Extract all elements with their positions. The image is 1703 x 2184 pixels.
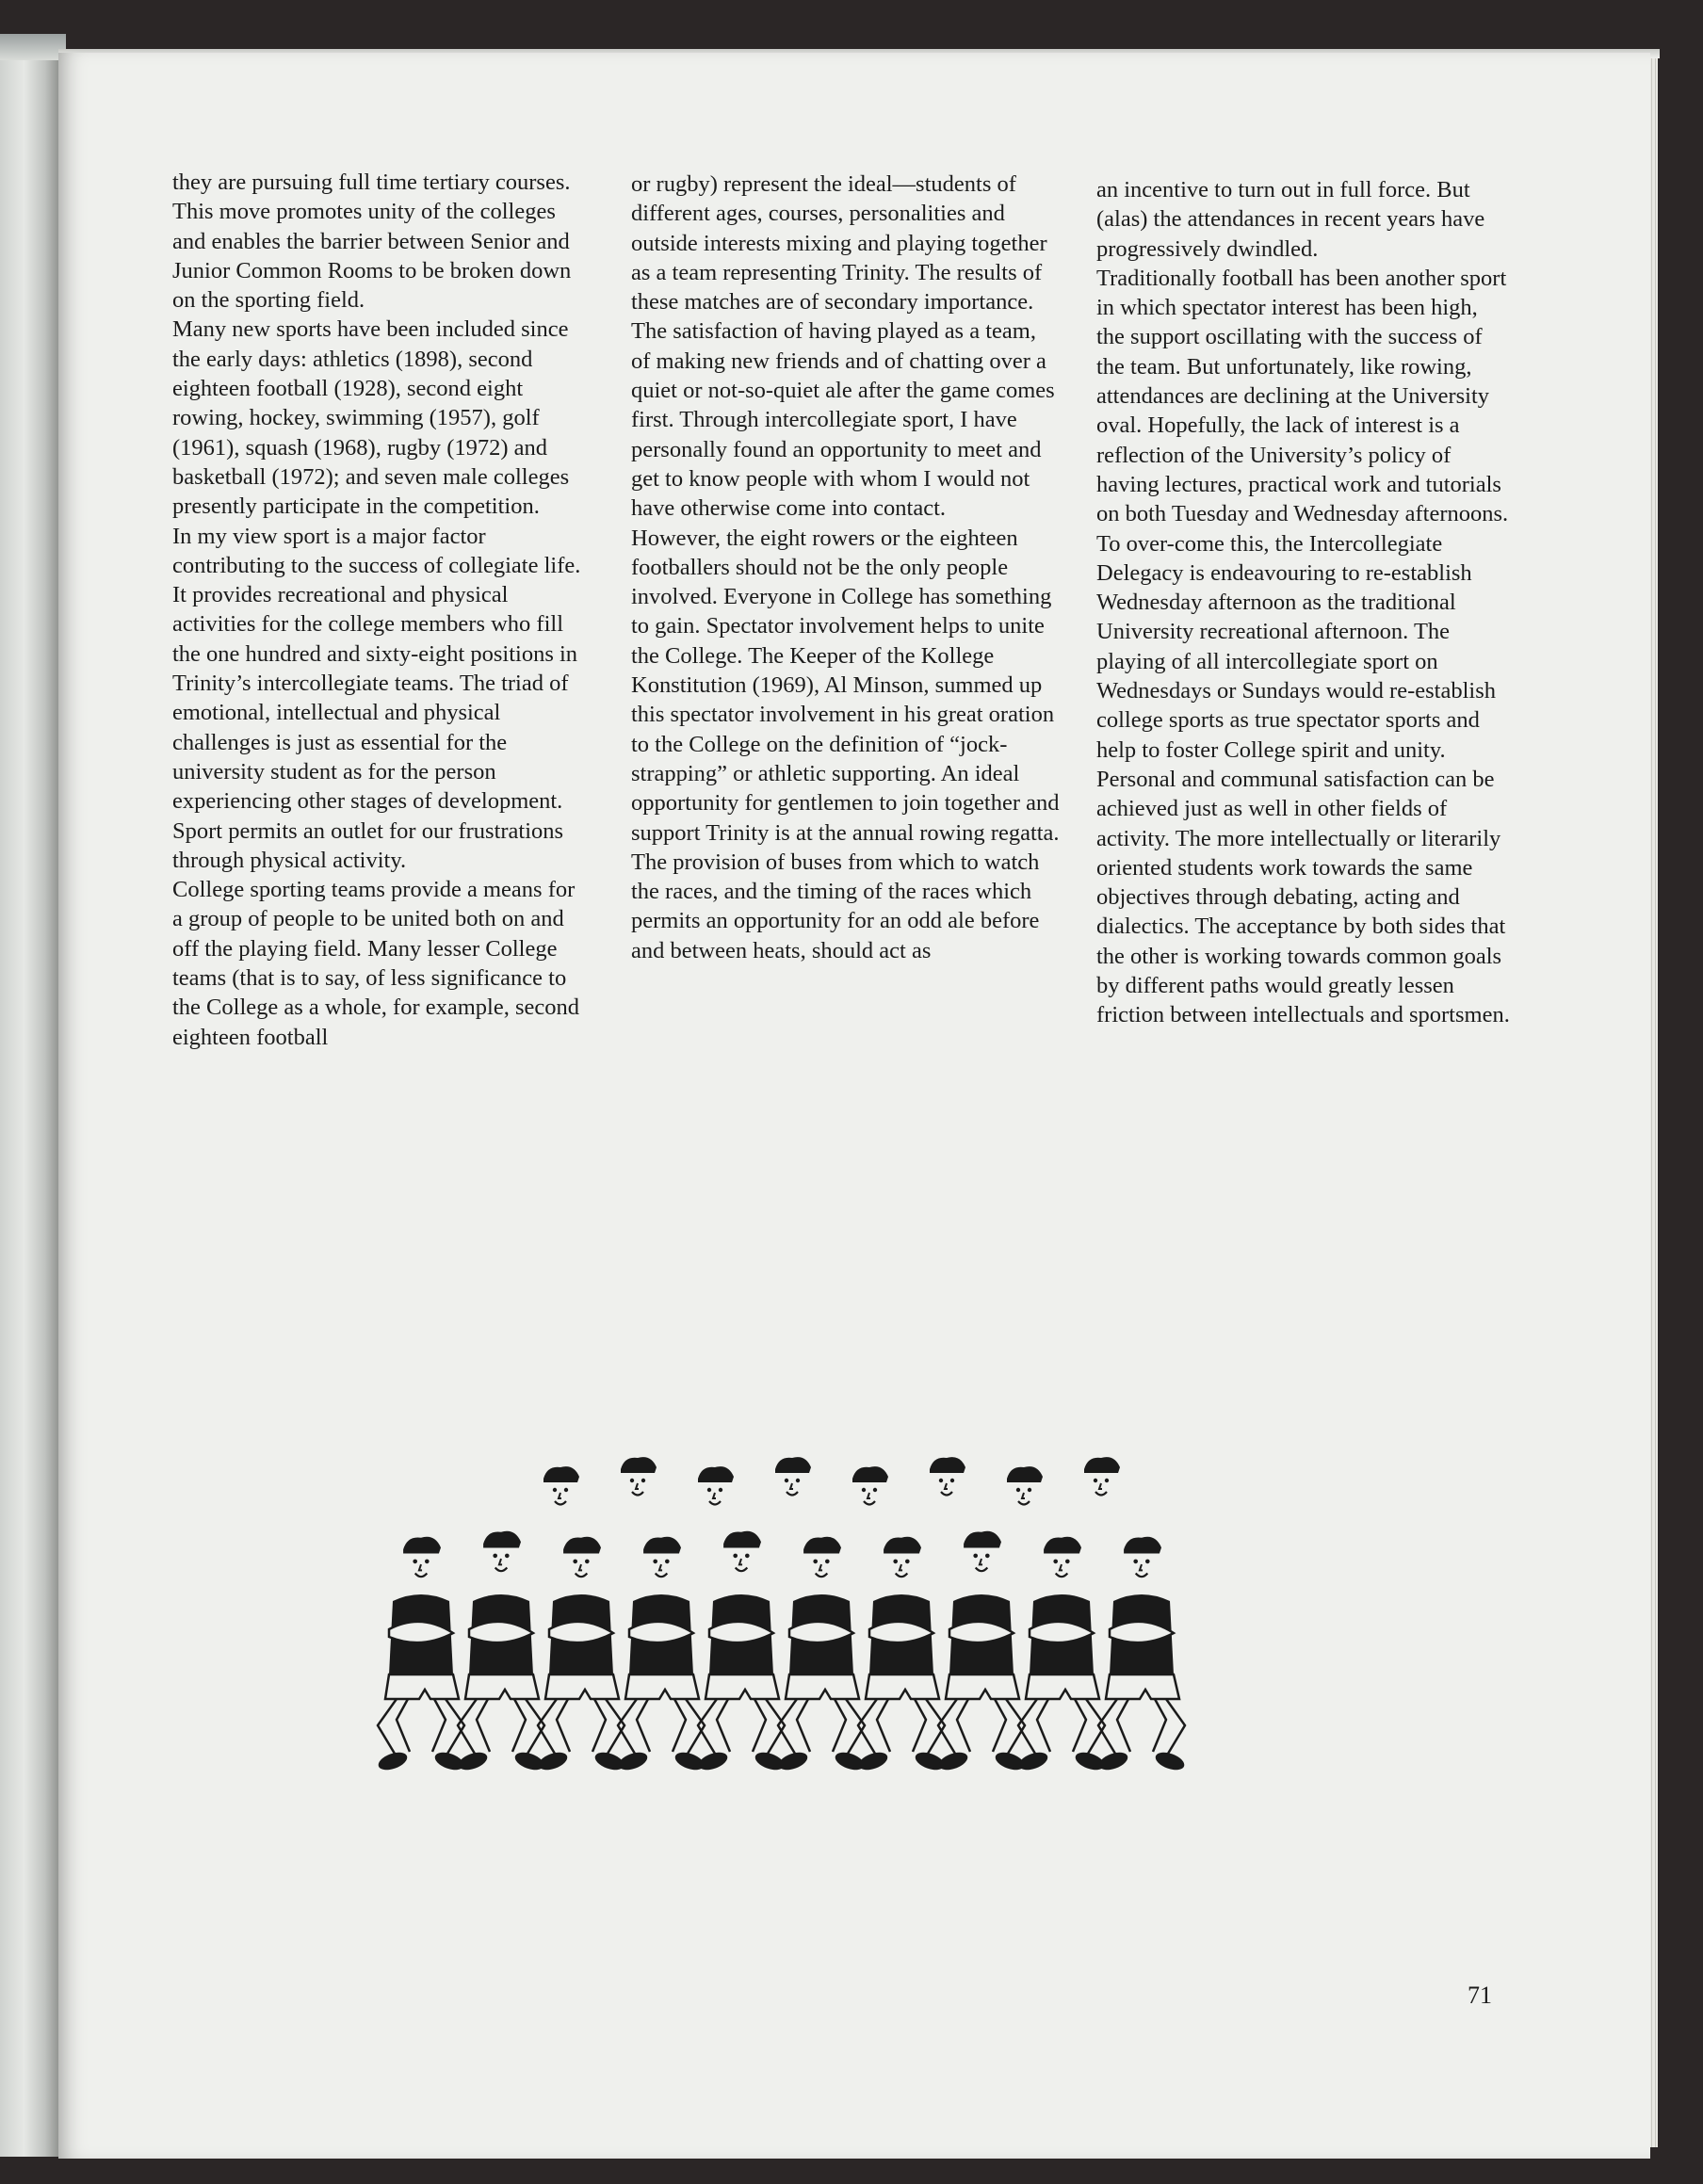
back-row-player (852, 1466, 888, 1504)
paragraph: or rugby) represent the ideal—students of different ages, courses, personalities and outside interests mixing and playing together as a team representing Trinity. The results of these matches are of secondary importance. The satisfaction of having played as a team, of making new friends and of chatting over a quiet or not-so-quiet ale after the game comes first. Through intercollegiate sport, I have personally found an opportunity to meet and get to know people with whom I would not have otherwise come into contact. (631, 171, 1055, 522)
eye-icon (1133, 1560, 1138, 1564)
paragraph: an incentive to turn out in full force. But (alas) the attendances in recent years have progressively dwindled. (1096, 177, 1485, 262)
eye-icon (813, 1560, 818, 1564)
paragraph: Traditionally football has been another sport in which spectator interest has been high, the support oscillating with the success of the team. But unfortunately, like rowing, attendances are declining at the University oval. Hopefully, the lack of interest is a reflection of the University’s policy of having lectures, practical work and tutorials on both Tuesday and Wednesday afternoons. To over-come this, the Intercollegiate Delegacy is endeavouring to re-establish Wednesday afternoon as the traditional University recreational afternoon. The playing of all intercollegiate sport on Wednesdays or Sundays would re-establish college sports as true spectator sports and help to foster College spirit and unity. (1096, 265, 1509, 763)
eye-icon (825, 1560, 830, 1564)
eye-icon (493, 1554, 497, 1559)
smile-icon (632, 1492, 643, 1496)
eye-icon (1053, 1560, 1058, 1564)
eye-icon (505, 1554, 510, 1559)
hair-icon (1084, 1457, 1120, 1473)
eye-icon (745, 1554, 750, 1559)
paragraph: they are pursuing full time tertiary courses. This move promotes unity of the colleges and enables the barrier between Senior and Junior Common Rooms to be broken down on the sporting field. (172, 170, 572, 314)
eye-icon (973, 1554, 978, 1559)
eye-icon (707, 1488, 711, 1492)
eye-icon (719, 1488, 722, 1492)
shorts (545, 1674, 619, 1699)
hair-icon (543, 1466, 579, 1482)
shorts (706, 1674, 779, 1699)
nose-icon (659, 1564, 662, 1570)
nose-icon (1060, 1564, 1062, 1570)
nose-icon (636, 1483, 639, 1489)
nose-icon (1022, 1493, 1025, 1498)
eye-icon (950, 1479, 954, 1482)
eye-icon (862, 1488, 866, 1492)
nose-icon (499, 1559, 502, 1564)
hair-icon (563, 1537, 601, 1554)
hair-icon (643, 1537, 681, 1554)
smile-icon (787, 1492, 798, 1496)
eye-icon (1094, 1479, 1097, 1482)
page-number: 71 (1468, 1982, 1492, 2009)
hair-icon (852, 1466, 888, 1482)
smile-icon (1056, 1574, 1068, 1577)
text-column-3 (1096, 175, 1511, 1030)
eye-icon (1028, 1488, 1031, 1492)
smile-icon (941, 1492, 952, 1496)
hair-icon (1044, 1537, 1081, 1554)
nose-icon (980, 1559, 982, 1564)
front-row-player (536, 1537, 626, 1773)
back-row-player (543, 1466, 579, 1504)
shorts (1026, 1674, 1099, 1699)
hair-icon (884, 1537, 921, 1554)
eye-icon (1016, 1488, 1020, 1492)
front-row-player (856, 1537, 947, 1773)
front-row-player (616, 1537, 706, 1773)
facing-page-corner (0, 34, 66, 60)
eye-icon (1105, 1479, 1109, 1482)
hair-icon (723, 1531, 761, 1548)
eye-icon (785, 1479, 788, 1482)
smile-icon (896, 1574, 908, 1577)
eye-icon (905, 1560, 910, 1564)
shorts (1106, 1674, 1179, 1699)
paragraph: In my view sport is a major factor contributing to the success of collegiate life. It provides recreational and physical activities for the college members who fill the one hundred and sixty-eight positions in Trinity’s intercollegiate teams. The triad of emotional, intellectual and physical challenges is just as essential for the university student as for the person experiencing other stages of development. Sport permits an outlet for our frustrations through physical activity. (172, 523, 581, 873)
eye-icon (939, 1479, 943, 1482)
nose-icon (559, 1493, 561, 1498)
nose-icon (790, 1483, 793, 1489)
eye-icon (564, 1488, 568, 1492)
nose-icon (1140, 1564, 1143, 1570)
shorts (385, 1674, 459, 1699)
text-column-1 (172, 168, 587, 1052)
eye-icon (585, 1560, 590, 1564)
shorts (866, 1674, 939, 1699)
left-leg (378, 1699, 410, 1754)
smile-icon (415, 1574, 428, 1577)
eye-icon (665, 1560, 670, 1564)
hair-icon (483, 1531, 521, 1548)
hair-icon (775, 1457, 811, 1473)
smile-icon (816, 1574, 828, 1577)
smile-icon (1136, 1574, 1148, 1577)
eye-icon (425, 1560, 430, 1564)
shorts (786, 1674, 859, 1699)
facing-page-edge (0, 38, 62, 2157)
smile-icon (656, 1574, 668, 1577)
paragraph: College sporting teams provide a means for a group of people to be united both on and off the playing field. Many lesser College teams (that is to say, of less significance to the College as a whole, for example, second eighteen football (172, 877, 580, 1050)
nose-icon (713, 1493, 716, 1498)
smile-icon (1095, 1492, 1107, 1496)
hair-icon (621, 1457, 657, 1473)
eye-icon (630, 1479, 634, 1482)
front-row-player (696, 1531, 787, 1773)
front-row-player (776, 1537, 867, 1773)
eye-icon (985, 1554, 990, 1559)
eye-icon (413, 1560, 417, 1564)
right-leg (1153, 1699, 1185, 1754)
back-row-player (775, 1457, 811, 1495)
front-row-player (456, 1531, 546, 1773)
hair-icon (698, 1466, 734, 1482)
eye-icon (553, 1488, 557, 1492)
footballers-illustration (372, 1441, 1276, 1808)
nose-icon (1099, 1483, 1102, 1489)
hair-icon (1124, 1537, 1161, 1554)
nose-icon (419, 1564, 422, 1570)
nose-icon (579, 1564, 582, 1570)
smile-icon (709, 1501, 721, 1505)
shorts (625, 1674, 699, 1699)
hair-icon (1007, 1466, 1043, 1482)
back-row-player (698, 1466, 734, 1504)
eye-icon (573, 1560, 577, 1564)
eye-icon (1065, 1560, 1070, 1564)
text-column-2 (631, 170, 1061, 965)
hair-icon (403, 1537, 441, 1554)
nose-icon (900, 1564, 902, 1570)
smile-icon (976, 1568, 988, 1572)
paragraph: Many new sports have been included since the early days: athletics (1898), second eighteen football (1928), second eight rowing, hockey, swimming (1957), golf (1961), squash (1968), rugby (1972) and basketball (1972); and seven male colleges presently participate in the competition. (172, 316, 570, 520)
eye-icon (653, 1560, 657, 1564)
hair-icon (930, 1457, 965, 1473)
eye-icon (641, 1479, 645, 1482)
back-row-player (930, 1457, 965, 1495)
hair-icon (964, 1531, 1001, 1548)
smile-icon (576, 1574, 588, 1577)
smile-icon (1018, 1501, 1030, 1505)
eye-icon (733, 1554, 738, 1559)
back-row-player (621, 1457, 657, 1495)
back-row-player (1084, 1457, 1120, 1495)
front-row-player (1016, 1537, 1107, 1773)
eye-icon (1145, 1560, 1150, 1564)
eye-icon (796, 1479, 800, 1482)
nose-icon (945, 1483, 948, 1489)
front-row-player (936, 1531, 1027, 1773)
nose-icon (868, 1493, 870, 1498)
paragraph: However, the eight rowers or the eighteen footballers should not be the only people involved. Everyone in College has something to gain. Spectator involvement helps to unite the College. The Keeper of the Kollege Konstitution (1969), Al Minson, summed up this spectator involvement in his great oration to the College on the definition of “jock-strapping” or athletic supporting. An ideal opportunity for gentlemen to join together and support Trinity is at the annual rowing regatta. The provision of buses from which to watch the races, and the timing of the races which permits an opportunity for an odd ale before and between heats, should act as (631, 525, 1060, 963)
back-row-player (1007, 1466, 1043, 1504)
smile-icon (555, 1501, 566, 1505)
shorts (946, 1674, 1019, 1699)
eye-icon (873, 1488, 877, 1492)
hair-icon (803, 1537, 841, 1554)
front-row-player (376, 1537, 466, 1773)
smile-icon (495, 1568, 508, 1572)
eye-icon (893, 1560, 898, 1564)
front-row-player (1096, 1537, 1187, 1773)
shorts (465, 1674, 539, 1699)
nose-icon (819, 1564, 822, 1570)
nose-icon (739, 1559, 742, 1564)
smile-icon (864, 1501, 875, 1505)
smile-icon (736, 1568, 748, 1572)
paragraph: Personal and communal satisfaction can be achieved just as well in other fields of activity. The more intellectually or literarily oriented students work towards the same objectives through debating, acting and dialectics. The acceptance by both sides that the other is working towards common goals by different paths would greatly lessen friction between intellectuals and sportsmen. (1096, 766, 1510, 1028)
